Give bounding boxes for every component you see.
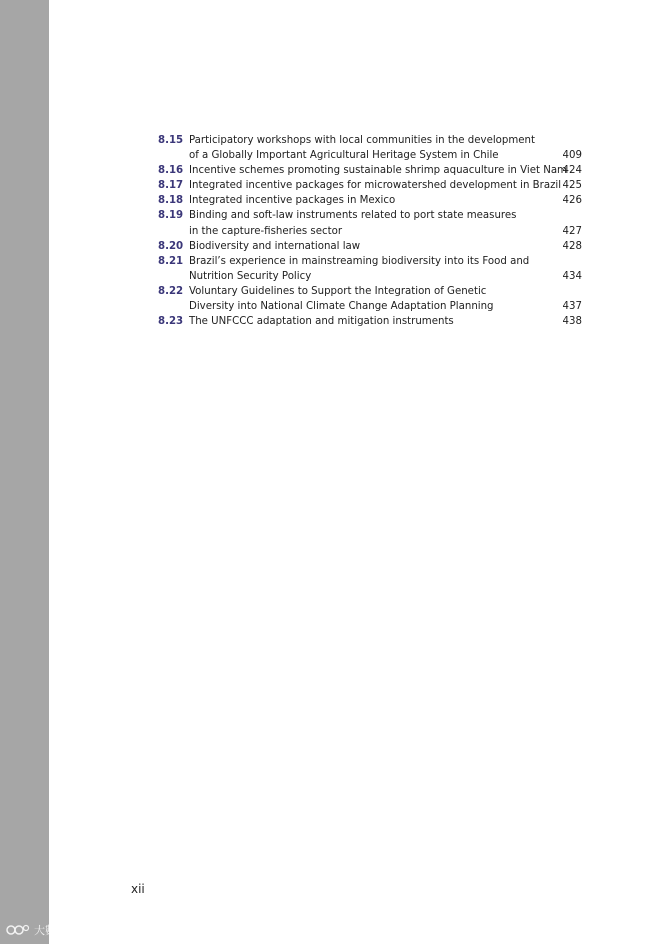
- toc-line: [158, 133, 582, 148]
- toc-line: [158, 193, 582, 208]
- entry-title: Integrated incentive packages in Mexico: [189, 195, 396, 207]
- entry-number: 8.15: [158, 135, 184, 146]
- toc-entry[interactable]: [158, 254, 582, 284]
- toc-entry[interactable]: [158, 133, 582, 163]
- toc-entry[interactable]: [158, 239, 582, 254]
- entry-title-continued: Diversity into National Climate Change Adaptation Planning: [189, 301, 494, 313]
- entry-number: 8.22: [158, 285, 184, 297]
- toc-entry[interactable]: [158, 178, 582, 193]
- entry-number: 8.19: [158, 210, 184, 222]
- toc-line: [158, 314, 582, 329]
- toc-entry[interactable]: [158, 163, 582, 178]
- toc-entry[interactable]: [158, 284, 582, 314]
- entry-title: Brazil’s experience in mainstreaming biodiversity into its Food and: [189, 255, 530, 267]
- entry-page: 409: [562, 150, 582, 162]
- entry-page: 437: [562, 301, 582, 313]
- toc-line: [158, 208, 582, 223]
- entry-title: Biodiversity and international law: [189, 240, 361, 252]
- toc-line: [158, 163, 582, 178]
- entry-title: Binding and soft-law instruments related to port state measures: [189, 210, 517, 222]
- entry-number: 8.21: [158, 255, 184, 267]
- table-of-contents: [158, 133, 582, 329]
- entry-number: 8.18: [158, 195, 184, 207]
- watermark: [6, 922, 78, 938]
- toc-line: [158, 254, 582, 269]
- entry-number: 8.23: [158, 316, 184, 328]
- entry-title: Incentive schemes promoting sustainable shrimp aquaculture in Viet Nam: [189, 165, 567, 177]
- entry-title-continued: of a Globally Important Agricultural Heritage System in Chile: [189, 150, 499, 162]
- left-margin-bar: [0, 0, 49, 944]
- entry-page: 427: [562, 225, 582, 237]
- entry-page: 428: [562, 240, 582, 252]
- entry-number: 8.16: [158, 165, 184, 177]
- entry-title-continued: in the capture-fisheries sector: [189, 225, 343, 237]
- toc-line: [158, 224, 582, 239]
- entry-number: 8.20: [158, 240, 184, 252]
- entry-title-continued: Nutrition Security Policy: [189, 270, 312, 282]
- entry-title: The UNFCCC adaptation and mitigation instruments: [189, 316, 454, 328]
- entry-page: 424: [562, 165, 582, 177]
- toc-line: [158, 148, 582, 163]
- entry-title: Participatory workshops with local communities in the development: [189, 135, 536, 146]
- toc-line: [158, 284, 582, 299]
- toc-line: [158, 178, 582, 193]
- entry-page: 426: [562, 195, 582, 207]
- toc-line: [158, 239, 582, 254]
- toc-entry[interactable]: [158, 314, 582, 329]
- entry-page: 425: [562, 180, 582, 192]
- watermark-logo-icon: [6, 923, 30, 937]
- entry-title: Voluntary Guidelines to Support the Integration of Genetic: [189, 285, 487, 297]
- entry-page: 438: [562, 316, 582, 328]
- toc-entry[interactable]: [158, 208, 582, 238]
- entry-title: Integrated incentive packages for microwatershed development in Brazil: [189, 180, 562, 192]
- toc-line: [158, 299, 582, 314]
- toc-line: [158, 269, 582, 284]
- page-number: xii: [131, 882, 145, 896]
- entry-page: 434: [562, 270, 582, 282]
- entry-number: 8.17: [158, 180, 184, 192]
- toc-entry[interactable]: [158, 193, 582, 208]
- watermark-text: 大數據網: [34, 924, 78, 937]
